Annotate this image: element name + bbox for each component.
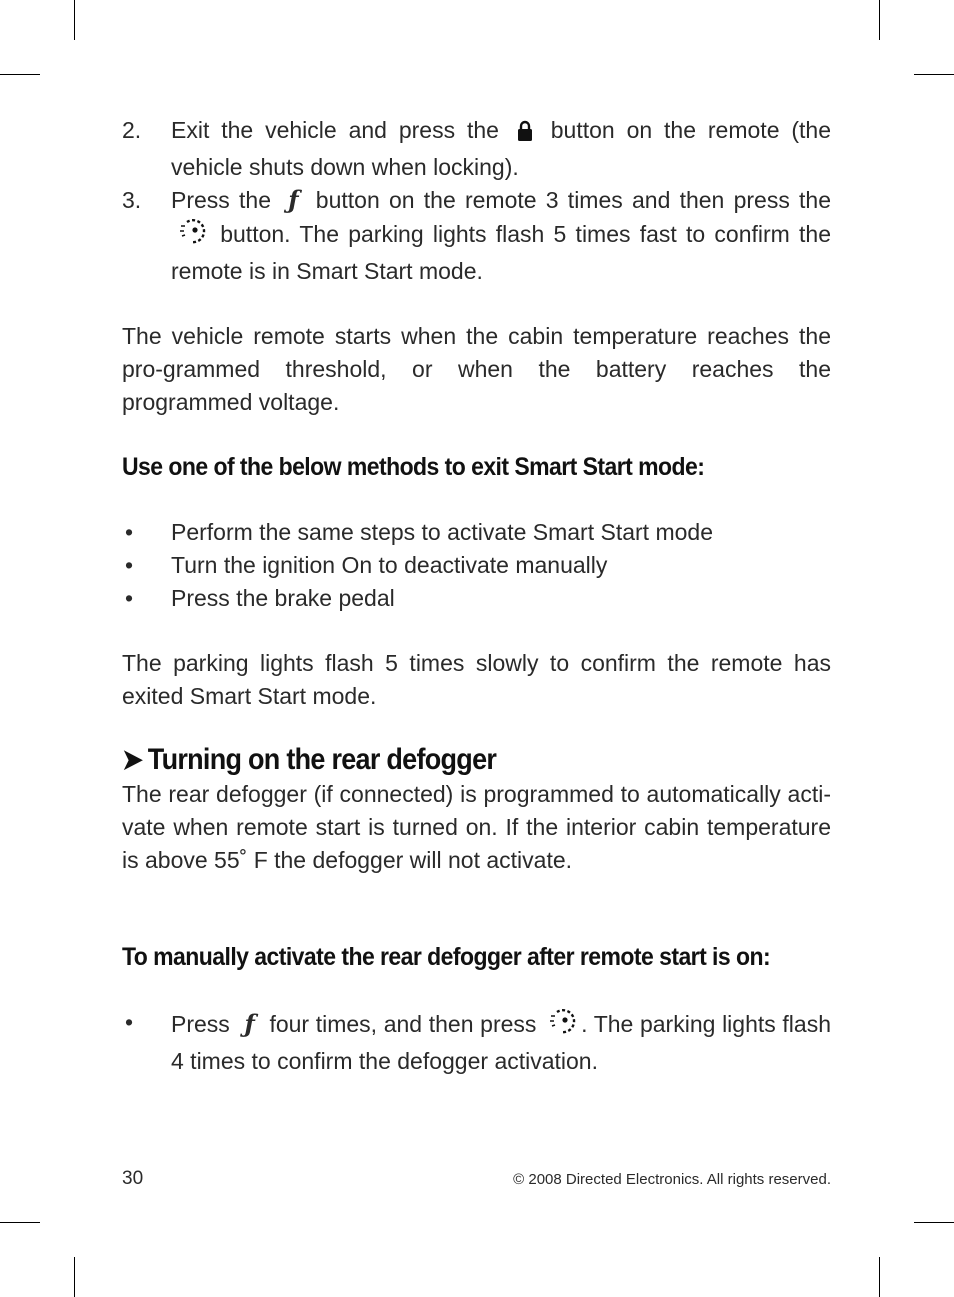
page-content [122,114,831,1077]
subheading: Use one of the below methods to exit Smart Start mode: [122,453,705,482]
function-icon: ƒ [244,1008,255,1038]
crop-mark [914,1222,954,1223]
step-text: button on the remote 3 times and then press the [315,186,832,213]
defog-list [122,1006,831,1078]
list-item-text: Press [171,1010,230,1037]
step-2 [122,114,831,184]
step-number: 2. [122,117,142,143]
crop-mark [74,0,75,40]
crop-mark [879,1257,880,1297]
step-text: Press the [171,186,271,213]
page-footer [122,1168,831,1190]
list-item [122,1006,831,1078]
exit-methods-list [122,516,831,614]
bullet: • [125,1008,134,1035]
list-item [122,516,831,549]
list-item [122,549,831,582]
list-item-text: Press the brake pedal [171,584,395,611]
crop-mark [0,1222,40,1223]
step-text: button on the remote (the vehicle shuts down when locking). [171,117,832,180]
bullet: • [125,519,134,546]
list-item-text: Turn the ignition On to deactivate manually [171,552,608,579]
lock-icon [517,118,533,151]
step-3 [122,184,831,288]
list-item [122,582,831,615]
page-number: 30 [122,1168,144,1189]
section-title-text: Turning on the rear defogger [147,743,497,777]
remote-start-icon [177,216,211,255]
arrow-icon: ➤ [122,744,143,776]
crop-mark [74,1257,75,1297]
list-item-text: Perform the same steps to activate Smart Start mode [171,519,713,546]
step-text: button. The parking lights flash 5 times fast to confirm the remote is in Smart Start mode. [171,221,831,285]
function-icon: ƒ [288,184,299,214]
bullet: • [125,552,134,579]
paragraph: The parking lights flash 5 times slowly to confirm the remote has exited Smart Start mode. [122,649,831,709]
list-item-text: four times, and then press [269,1010,537,1037]
subheading: To manually activate the rear defogger after remote start is on: [122,942,771,971]
step-number: 3. [122,186,142,213]
remote-start-icon [547,1006,581,1045]
paragraph: The rear defogger (if connected) is programmed to automatically acti-vate when remote start is turned on. If the interior cabin temperature is above 55˚ F the defogger will not activate. [122,781,831,873]
crop-mark [0,74,40,75]
copyright: © 2008 Directed Electronics. All rights reserved. [513,1171,831,1188]
bullet: • [125,584,134,611]
section-title [122,742,760,778]
crop-mark [914,74,954,75]
crop-mark [879,0,880,40]
step-text: Exit the vehicle and press the [171,117,499,143]
paragraph: The vehicle remote starts when the cabin temperature reaches the pro-grammed threshold, or when the battery reaches the programmed voltage. [122,322,831,415]
list-item-text: . The parking lights flash 4 times to confirm the defogger activation. [171,1010,831,1074]
